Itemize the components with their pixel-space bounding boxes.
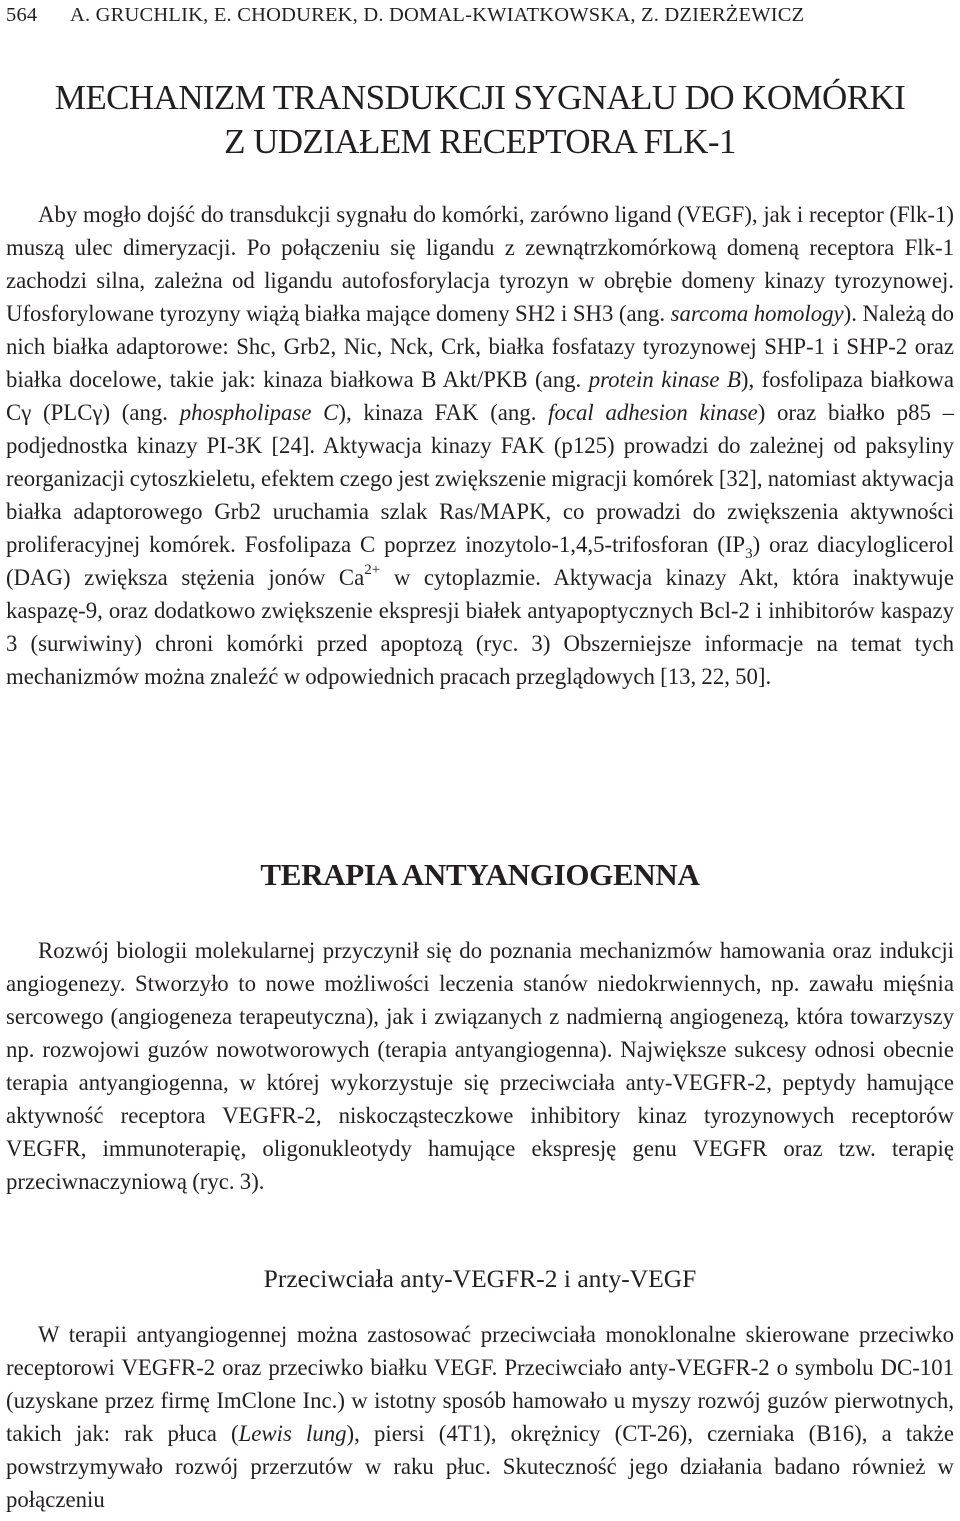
- paragraph-italic-term: focal adhesion kinase: [548, 400, 758, 425]
- paragraph-signal-transduction: [6, 198, 954, 693]
- section-title-line-1: MECHANIZM TRANSDUKCJI SYGNAŁU DO KOMÓRKI: [54, 78, 906, 117]
- section-title-signal-transduction: [0, 76, 960, 164]
- paragraph-italic-term: protein kinase B: [588, 367, 741, 392]
- running-header: [6, 1, 954, 29]
- paragraph-text: Rozwój biologii molekularnej przyczynił się do poznania mechanizmów hamowania oraz indukcji angiogenezy. Stworzyło to nowe możliwości leczenia stanów niedokrwiennych, np. zawału mięśnia sercowego (angiogeneza terapeutyczna), jak i związanych z nadmierną angiogenezą, która towarzyszy np. rozwojowi guzów nowotworowych (terapia antyangiogenna). Największe sukcesy odnosi obecnie terapia antyangiogenna, w której wykorzystuje się przeciwciała anty-VEGFR-2, peptydy hamujące aktywność receptora VEGFR-2, niskocząsteczkowe inhibitory kinaz tyrozynowych receptorów VEGFR, immunoterapię, oligonukleotydy hamujące ekspresję genu VEGFR oraz tzw. terapię przeciwnaczyniową (ryc. 3).: [6, 938, 954, 1194]
- running-header-authors: A. GRUCHLIK, E. CHODUREK, D. DOMAL-KWIATKOWSKA, Z. DZIERŻEWICZ: [70, 4, 805, 26]
- subscript: 3: [745, 546, 753, 562]
- paragraph-text: Aby mogło dojść do transdukcji sygnału do komórki, zarówno ligand (VEGF), jak i receptor (Flk-1) muszą ulec dimeryzacji. Po połączeniu się ligandu z zewnątrzkomórkową domeną receptora Flk-1 zachodzi silna, zależna od ligandu autofosforylacja tyrozyn w obrębie domeny kinazy tyrozynowej. Ufosforylowane tyrozyny wiążą białka mające domeny SH2 i SH3 (ang.: [6, 202, 954, 326]
- paragraph-antibodies: [6, 1318, 954, 1516]
- section-title-antiangiogenic-therapy: TERAPIA ANTYANGIOGENNA: [260, 857, 700, 892]
- paragraph-italic-term: sarcoma homology: [670, 301, 844, 326]
- superscript: 2+: [364, 562, 381, 578]
- paragraph-text: W terapii antyangiogennej można zastosować przeciwciała monoklonalne skierowane przeciwko receptorowi VEGFR-2 oraz przeciwko białku VEGF. Przeciwciało anty-VEGFR-2 o symbolu DC-101 (uzyskane przez firmę ImClone Inc.) w istotny sposób hamowało u myszy rozwój guzów pierwotnych, takich jak: rak płuca (: [6, 1322, 954, 1446]
- paragraph-text: ), piersi (4T1), okrężnicy (CT-26), czerniaka (B16), a także powstrzymywało rozwój przerzutów w raku płuc. Skuteczność jego działania badano również w połączeniu: [6, 1421, 954, 1512]
- paragraph-text: ), fosfolipaza białkowa Cγ (PLCγ) (ang.: [6, 367, 954, 425]
- paragraph-italic-term: phospholipase C: [179, 400, 339, 425]
- paragraph-text: ), kinaza FAK (ang.: [338, 400, 549, 425]
- subsection-title-antibodies: Przeciwciała anty-VEGFR-2 i anty-VEGF: [263, 1264, 697, 1293]
- paragraph-italic-term: Lewis lung: [238, 1421, 347, 1446]
- paragraph-text: ) oraz białko p85 – podjednostka kinazy PI-3K [24]. Aktywacja kinazy FAK (p125) prowadzi do zależnej od paksyliny reorganizacji cytoszkieletu, efektem czego jest zwiększenie migracji komórek [32], natomiast aktywacja białka adaptorowego Grb2 uruchamia szlak Ras/MAPK, co prowadzi do zwiększenia aktywności proliferacyjnej komórek. Fosfolipaza C poprzez inozytolo-1,4,5-trifosforan (IP: [6, 400, 954, 557]
- paragraph-text: w cytoplazmie. Aktywacja kinazy Akt, która inaktywuje kaspazę-9, oraz dodatkowo zwiększenie ekspresji białek antyapoptycznych Bcl-2 i inhibitorów kaspazy 3 (surwiwiny) chroni komórki przed apoptozą (ryc. 3) Obszerniejsze informacje na temat tych mechanizmów można znaleźć w odpowiednich pracach przeglądowych [13, 22, 50].: [6, 565, 955, 689]
- paragraph-text: ) oraz diacyloglicerol (DAG) zwiększa stężenia jonów Ca: [6, 532, 954, 590]
- paragraph-antiangiogenic-therapy: [6, 934, 954, 1198]
- paragraph-text: ). Należą do nich białka adaptorowe: Shc, Grb2, Nic, Nck, Crk, białka fosfatazy tyrozynowej SHP-1 i SHP-2 oraz białka docelowe, takie jak: kinaza białkowa B Akt/PKB (ang.: [6, 301, 955, 392]
- page-number: 564: [6, 4, 38, 26]
- section-title-line-2: Z UDZIAŁEM RECEPTORA FLK-1: [224, 122, 736, 161]
